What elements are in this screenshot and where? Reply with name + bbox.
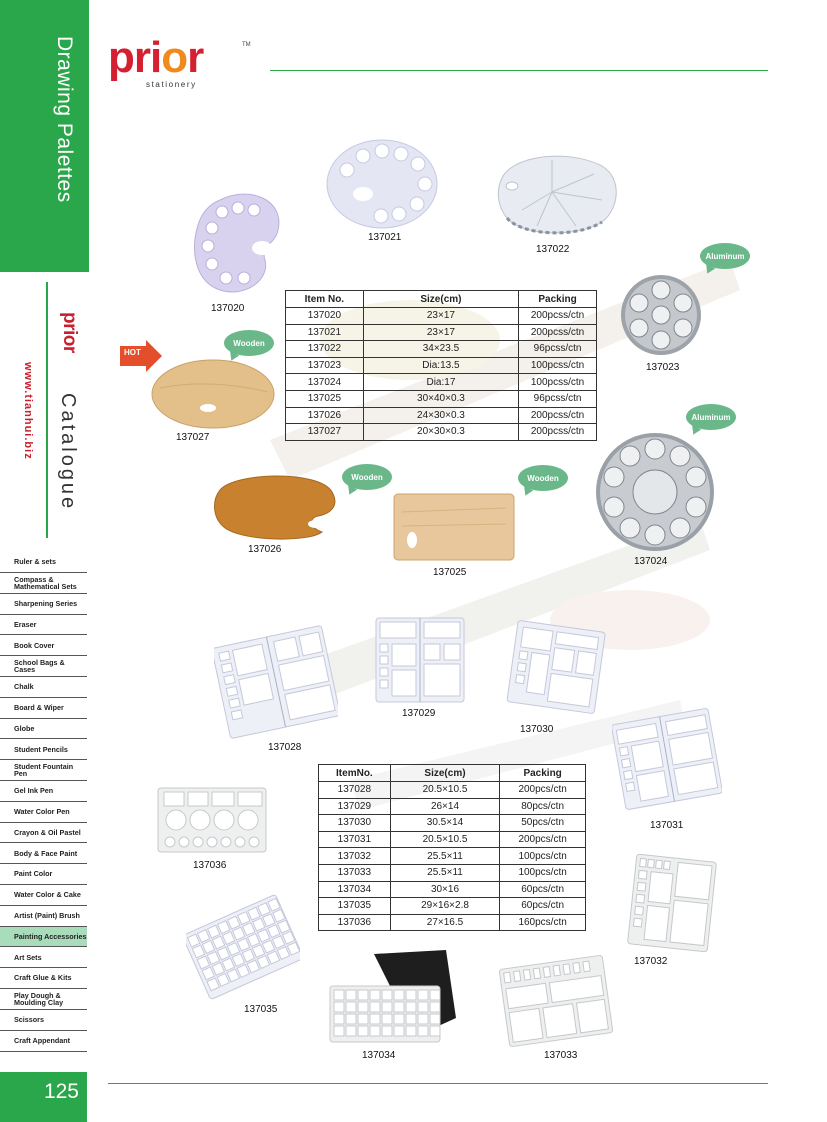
col-header-packing: Packing: [519, 291, 597, 308]
menu-item[interactable]: Craft Appendant: [0, 1031, 87, 1052]
cell-item-no: 137023: [286, 357, 364, 374]
menu-item[interactable]: Student Fountain Pen: [0, 760, 87, 781]
wooden-badge-137025: Wooden: [518, 465, 568, 491]
cell-size: Dia:13.5: [363, 357, 518, 374]
menu-item[interactable]: Water Color Pen: [0, 802, 87, 823]
col-header-size: Size(cm): [390, 765, 500, 782]
product-label-137022: 137022: [536, 244, 570, 255]
tray-137034-image: [326, 948, 460, 1048]
product-label-137028: 137028: [268, 742, 302, 753]
cell-item-no: 137027: [286, 424, 364, 441]
spec-table-2: [318, 764, 586, 931]
tray-137032-image: [626, 852, 718, 954]
product-label-137024: 137024: [634, 556, 668, 567]
logo-word: prior: [108, 33, 204, 82]
cell-packing: 200pcss/ctn: [519, 324, 597, 341]
section-banner: [0, 0, 87, 272]
cell-packing: 160pcs/ctn: [500, 914, 586, 931]
cell-packing: 200pcs/ctn: [500, 831, 586, 848]
logo-subtitle: stationery: [146, 80, 197, 89]
product-label-137030: 137030: [520, 724, 554, 735]
cell-packing: 200pcss/ctn: [519, 308, 597, 325]
cell-packing: 100pcss/ctn: [519, 374, 597, 391]
tray-137033-image: [498, 954, 614, 1048]
hot-badge: HOT: [124, 348, 141, 357]
table-row: [319, 881, 586, 898]
product-label-137025: 137025: [433, 567, 467, 578]
menu-item[interactable]: Gel Ink Pen: [0, 781, 87, 802]
cell-size: 20×30×0.3: [363, 424, 518, 441]
cell-item-no: 137033: [319, 864, 391, 881]
page-number: 125: [43, 1080, 79, 1103]
cell-item-no: 137030: [319, 815, 391, 832]
tray-137036-image: [156, 786, 268, 854]
table-row: [319, 848, 586, 865]
cell-size: 25.5×11: [390, 864, 500, 881]
menu-item[interactable]: Globe: [0, 719, 87, 740]
palette-137022-image: [492, 148, 622, 238]
cell-size: 34×23.5: [363, 341, 518, 358]
tray-137031-image: [612, 706, 722, 812]
wooden-badge-137026: Wooden: [342, 464, 392, 490]
cell-item-no: 137020: [286, 308, 364, 325]
menu-item[interactable]: Scissors: [0, 1010, 87, 1031]
cell-size: 25.5×11: [390, 848, 500, 865]
section-title: Drawing Palettes: [53, 36, 76, 203]
header-rule: [270, 70, 768, 71]
menu-item[interactable]: Crayon & Oil Pastel: [0, 823, 87, 844]
product-label-137031: 137031: [650, 820, 684, 831]
palette-137021-image: [325, 138, 440, 230]
table-row: [286, 407, 597, 424]
palette-137027-image: [150, 358, 276, 430]
product-label-137020: 137020: [211, 303, 245, 314]
page-number-box: [0, 1072, 87, 1122]
banner-edge: [87, 0, 89, 272]
menu-item[interactable]: Play Dough & Moulding Clay: [0, 989, 87, 1010]
col-header-packing: Packing: [500, 765, 586, 782]
menu-item[interactable]: Art Sets: [0, 947, 87, 968]
brand-logo: [108, 33, 251, 89]
cell-packing: 100pcss/ctn: [519, 357, 597, 374]
cell-size: 27×16.5: [390, 914, 500, 931]
table-row: [319, 898, 586, 915]
side-url[interactable]: www.tianhui.biz: [22, 362, 34, 460]
product-label-137034: 137034: [362, 1050, 396, 1061]
cell-size: 23×17: [363, 324, 518, 341]
menu-item[interactable]: Ruler & sets: [0, 552, 87, 573]
cell-size: 23×17: [363, 308, 518, 325]
cell-size: 30.5×14: [390, 815, 500, 832]
tray-137030-image: [504, 616, 608, 720]
table-row: [286, 308, 597, 325]
product-label-137032: 137032: [634, 956, 668, 967]
cell-packing: 200pcss/ctn: [519, 424, 597, 441]
cell-packing: 60pcs/ctn: [500, 898, 586, 915]
col-header-size: Size(cm): [363, 291, 518, 308]
footer-rule: [108, 1083, 768, 1084]
cell-item-no: 137026: [286, 407, 364, 424]
aluminum-badge-137024: Aluminum: [686, 404, 736, 430]
product-label-137027: 137027: [176, 432, 210, 443]
table-row: [319, 782, 586, 799]
table-row: [286, 390, 597, 407]
menu-item[interactable]: Chalk: [0, 677, 87, 698]
side-rule: [46, 282, 48, 538]
cell-packing: 96pcss/ctn: [519, 390, 597, 407]
cell-size: 30×16: [390, 881, 500, 898]
cell-packing: 50pcs/ctn: [500, 815, 586, 832]
menu-item[interactable]: Painting Accessories: [0, 927, 87, 948]
menu-item[interactable]: Compass & Mathematical Sets: [0, 573, 87, 594]
product-label-137033: 137033: [544, 1050, 578, 1061]
col-header-item: Item No.: [286, 291, 364, 308]
cell-item-no: 137022: [286, 341, 364, 358]
cell-packing: 60pcs/ctn: [500, 881, 586, 898]
table-row: [319, 798, 586, 815]
table-header-row: [319, 765, 586, 782]
cell-size: 20.5×10.5: [390, 782, 500, 799]
menu-item[interactable]: School Bags & Cases: [0, 656, 87, 677]
product-label-137021: 137021: [368, 232, 402, 243]
cell-packing: 80pcs/ctn: [500, 798, 586, 815]
cell-size: 26×14: [390, 798, 500, 815]
table-row: [319, 864, 586, 881]
cell-packing: 200pcss/ctn: [519, 407, 597, 424]
menu-item[interactable]: Book Cover: [0, 635, 87, 656]
logo-trademark: TM: [242, 42, 251, 48]
palette-137024-image: [595, 432, 715, 552]
menu-item[interactable]: Sharpening Series: [0, 594, 87, 615]
menu-item[interactable]: Board & Wiper: [0, 698, 87, 719]
product-label-137023: 137023: [646, 362, 680, 373]
product-label-137029: 137029: [402, 708, 436, 719]
palette-137023-image: [620, 274, 702, 356]
tray-137035-image: [186, 890, 300, 1004]
category-menu: [0, 552, 87, 1052]
tray-137029-image: [372, 614, 468, 706]
cell-item-no: 137021: [286, 324, 364, 341]
menu-item[interactable]: Artist (Paint) Brush: [0, 906, 87, 927]
cell-size: Dia:17: [363, 374, 518, 391]
cell-item-no: 137034: [319, 881, 391, 898]
cell-item-no: 137036: [319, 914, 391, 931]
product-label-137035: 137035: [244, 1004, 278, 1015]
palette-137025-image: [392, 492, 516, 562]
cell-item-no: 137029: [319, 798, 391, 815]
cell-item-no: 137031: [319, 831, 391, 848]
table-row: [286, 341, 597, 358]
table-row: [286, 424, 597, 441]
menu-item[interactable]: Student Pencils: [0, 739, 87, 760]
table-row: [286, 357, 597, 374]
spec-table-1: [285, 290, 597, 441]
cell-item-no: 137025: [286, 390, 364, 407]
table-row: [319, 815, 586, 832]
table-row: [319, 914, 586, 931]
cell-item-no: 137032: [319, 848, 391, 865]
table-row: [319, 831, 586, 848]
menu-item[interactable]: Eraser: [0, 615, 87, 636]
table-row: [286, 374, 597, 391]
cell-item-no: 137024: [286, 374, 364, 391]
side-brand-logo: prior: [59, 312, 80, 353]
menu-item[interactable]: Water Color & Cake: [0, 885, 87, 906]
table-row: [286, 324, 597, 341]
cell-packing: 100pcs/ctn: [500, 864, 586, 881]
menu-item[interactable]: Paint Color: [0, 864, 87, 885]
cell-item-no: 137035: [319, 898, 391, 915]
cell-packing: 200pcs/ctn: [500, 782, 586, 799]
table-header-row: [286, 291, 597, 308]
cell-size: 30×40×0.3: [363, 390, 518, 407]
wooden-badge-137027: Wooden: [224, 330, 274, 356]
catalogue-label: Catalogue: [57, 393, 79, 512]
cell-size: 24×30×0.3: [363, 407, 518, 424]
palette-137026-image: [210, 470, 342, 542]
cell-packing: 96pcss/ctn: [519, 341, 597, 358]
tray-137028-image: [214, 624, 338, 740]
product-label-137026: 137026: [248, 544, 282, 555]
cell-size: 20.5×10.5: [390, 831, 500, 848]
cell-packing: 100pcs/ctn: [500, 848, 586, 865]
cell-item-no: 137028: [319, 782, 391, 799]
col-header-item: ItemNo.: [319, 765, 391, 782]
menu-item[interactable]: Craft Glue & Kits: [0, 968, 87, 989]
cell-size: 29×16×2.8: [390, 898, 500, 915]
aluminum-badge-137023: Aluminum: [700, 243, 750, 269]
palette-137020-image: [190, 190, 290, 302]
menu-item[interactable]: Body & Face Paint: [0, 843, 87, 864]
product-label-137036: 137036: [193, 860, 227, 871]
